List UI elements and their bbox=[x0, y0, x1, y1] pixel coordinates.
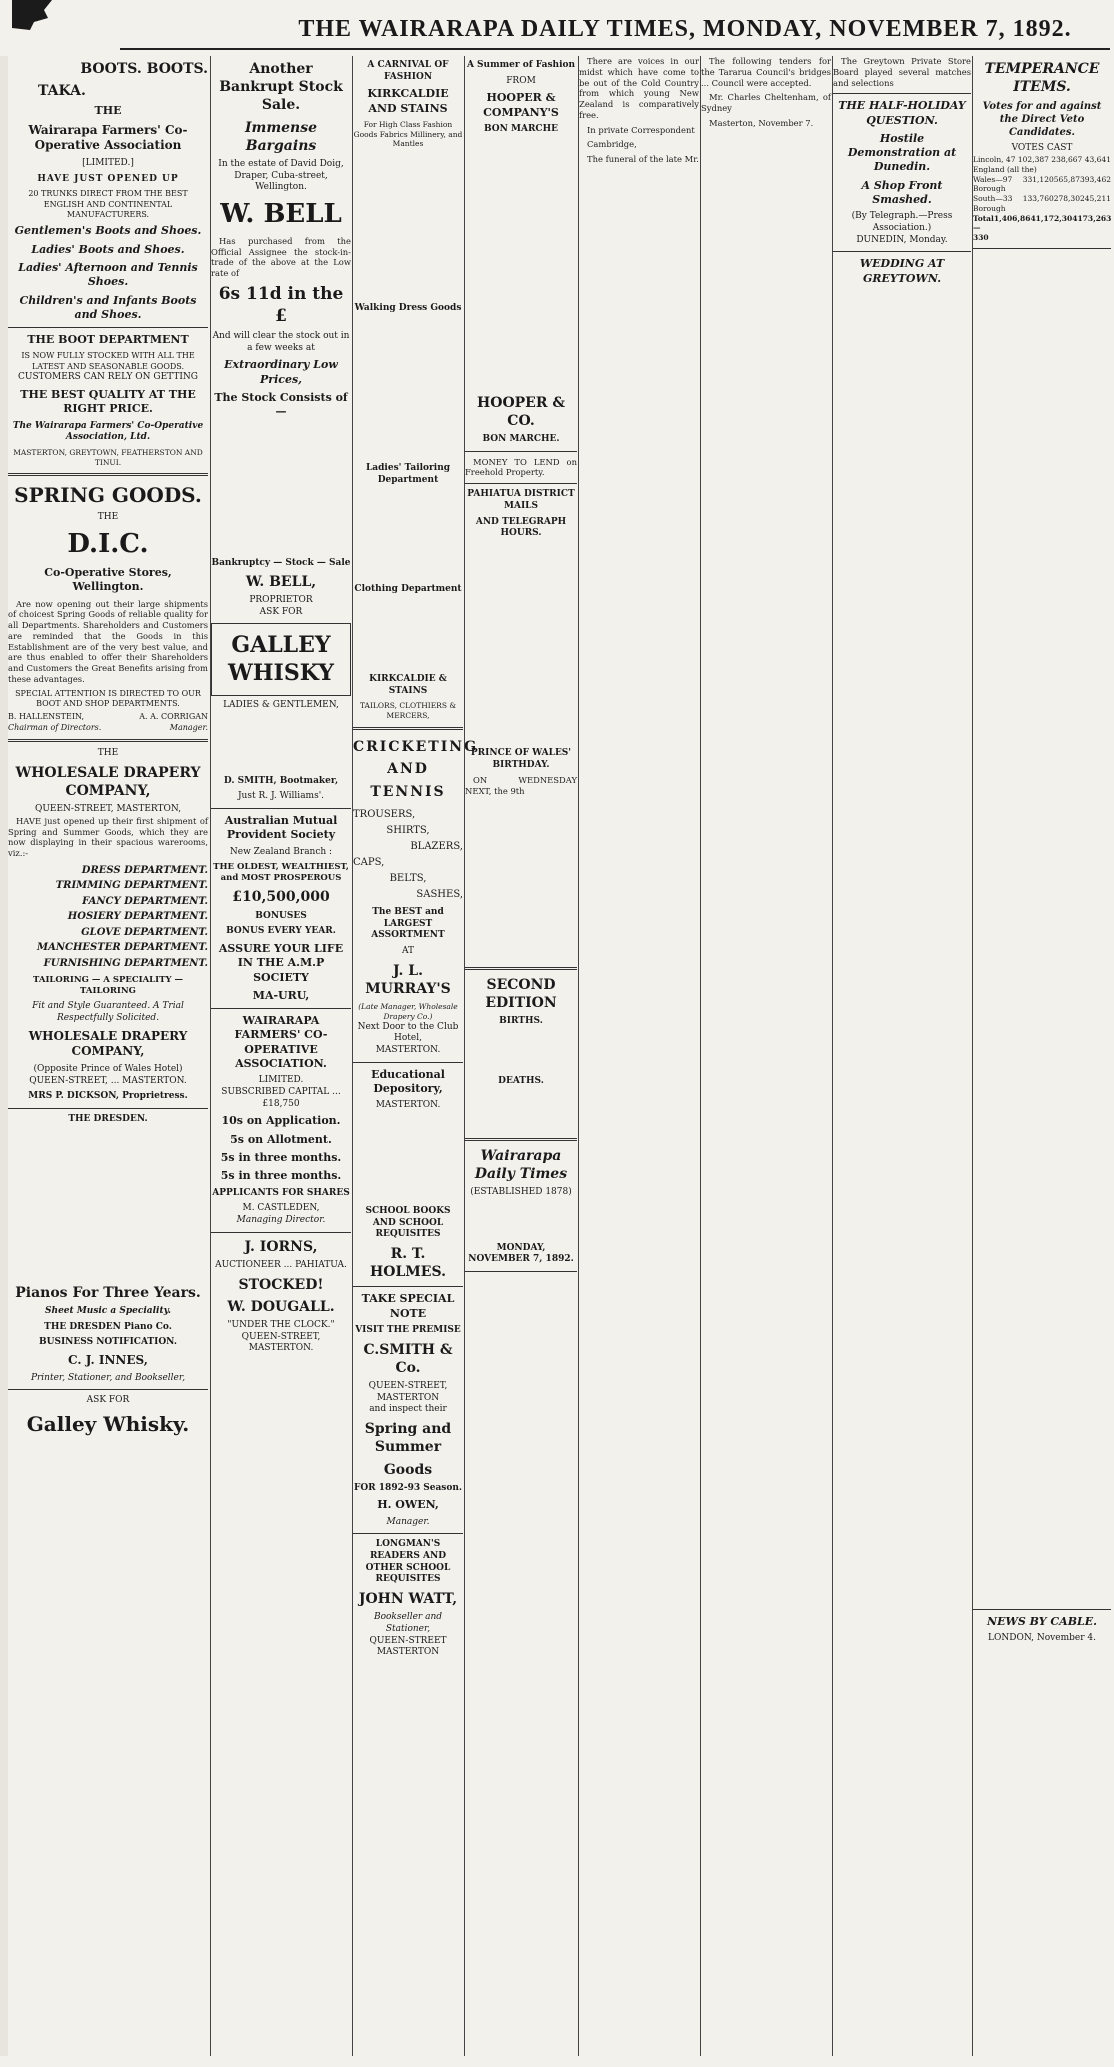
births-heading: BIRTHS. bbox=[499, 1016, 543, 1027]
limited-label: [LIMITED.] bbox=[82, 157, 134, 168]
dept-item: MANCHESTER DEPARTMENT. bbox=[37, 942, 208, 954]
dic-coop: Co-Operative Stores, Wellington. bbox=[44, 565, 172, 594]
dic-signatures bbox=[8, 712, 208, 733]
murray-sub: (Late Manager, Wholesale Drapery Co.) bbox=[358, 1002, 458, 1021]
walking-heading: Walking Dress Goods bbox=[354, 303, 462, 314]
assoc-title: Wairarapa Farmers' Co-Operative Association bbox=[28, 122, 188, 153]
school-books: SCHOOL BOOKS AND SCHOOL REQUISITES bbox=[365, 1205, 451, 1240]
auctioneer-line: AUCTIONEER ... PAHIATUA. bbox=[215, 1259, 347, 1270]
sell-text: And will clear the stock out in a few weeks at bbox=[212, 330, 350, 353]
divider bbox=[8, 327, 208, 328]
immense-heading: Immense Bargains bbox=[244, 119, 318, 154]
watt-role: Bookseller and Stationer, bbox=[373, 1612, 443, 1634]
innes-heading: C. J. INNES, bbox=[68, 1352, 148, 1367]
wdc-heading-2: WHOLESALE DRAPERY COMPANY, bbox=[28, 1028, 188, 1059]
high-class-line: For High Class Fashion Goods Fabrics Millinery, and Mantles bbox=[353, 119, 463, 149]
births-body bbox=[465, 1032, 577, 1072]
hooper-body bbox=[465, 140, 577, 390]
extraordinary-heading: Extraordinary Low Prices, bbox=[224, 358, 338, 386]
under-clock: "UNDER THE CLOCK." bbox=[227, 1319, 335, 1330]
cricketing-heading: CRICKETING AND TENNIS bbox=[353, 738, 479, 800]
votes-subheading: Votes for and against the Direct Veto Candidates. bbox=[982, 101, 1102, 139]
newspaper-page bbox=[0, 56, 1114, 2056]
proprietor-label: PROPRIETOR bbox=[249, 595, 313, 606]
proprietress-line: MRS P. DICKSON, Proprietress. bbox=[28, 1091, 188, 1102]
column-5 bbox=[578, 56, 699, 2056]
mails-body bbox=[465, 544, 577, 744]
dougall-heading: W. DOUGALL. bbox=[227, 1298, 335, 1315]
bon-marche: BON MARCHE bbox=[484, 123, 558, 134]
editorial-body bbox=[465, 1277, 577, 1897]
wdc-address: QUEEN-STREET, MASTERTON, bbox=[34, 804, 182, 815]
capital-line: SUBSCRIBED CAPITAL ... £18,750 bbox=[221, 1087, 341, 1109]
dresden-body bbox=[8, 1130, 208, 1280]
boots-heading: BOOTS. BOOTS. bbox=[80, 61, 208, 77]
cricket-item: BELTS, bbox=[389, 873, 427, 885]
season-line: FOR 1892-93 Season. bbox=[353, 1482, 463, 1493]
column-1 bbox=[8, 56, 208, 2056]
special-attention: SPECIAL ATTENTION IS DIRECTED TO OUR BOOT AND SHOP DEPARTMENTS. bbox=[15, 688, 201, 708]
ed-body bbox=[353, 1112, 463, 1202]
column-8 bbox=[972, 56, 1111, 2056]
afternoon-shoes: Ladies' Afternoon and Tennis Shoes. bbox=[18, 261, 198, 289]
ask-for: ASK FOR bbox=[86, 1395, 130, 1406]
innes-role: Printer, Stationer, and Bookseller, bbox=[30, 1372, 186, 1383]
table-row: Wales—97 Borough 331,120 565,873 93,462 bbox=[973, 174, 1111, 194]
divider bbox=[353, 1062, 463, 1063]
london-line: LONDON, November 4. bbox=[988, 1633, 1096, 1644]
ladies-shoes: Ladies' Boots and Shoes. bbox=[31, 242, 185, 256]
funds-figure: £10,500,000 bbox=[232, 889, 330, 906]
cricket-items bbox=[353, 807, 463, 903]
children-shoes: Children's and Infants Boots and Shoes. bbox=[19, 293, 197, 321]
stocked-text: IS NOW FULLY STOCKED WITH ALL THE LATEST AND SEASONABLE GOODS. bbox=[21, 351, 195, 371]
smith-address: Just R. J. Williams'. bbox=[237, 791, 325, 802]
smith-heading: D. SMITH, Bootmaker, bbox=[223, 775, 339, 786]
galley-ad: GALLEY WHISKY bbox=[211, 623, 351, 696]
wdc-heading: WHOLESALE DRAPERY COMPANY, bbox=[15, 764, 201, 799]
estate-text: In the estate of David Doig, Draper, Cuba-street, Wellington. bbox=[218, 158, 344, 193]
another-heading: Another Bankrupt Stock Sale. bbox=[219, 61, 343, 114]
votes-table bbox=[973, 155, 1111, 243]
the-label: THE bbox=[94, 104, 122, 118]
divider bbox=[211, 1232, 351, 1233]
summer-heading: A Summer of Fashion bbox=[466, 60, 576, 70]
smith-body bbox=[211, 712, 351, 772]
table-row: South—33 Borough 133,760 278,302 45,211 bbox=[973, 194, 1111, 213]
smith-queen: QUEEN-STREET, MASTERTON bbox=[368, 1381, 448, 1403]
allotment-1: 10s on Application. bbox=[221, 1114, 341, 1128]
second-edition: SECOND EDITION bbox=[485, 976, 557, 1012]
tailoring-line: TAILORING — A SPECIALITY — TAILORING bbox=[32, 975, 183, 997]
masthead-rule bbox=[120, 48, 1110, 50]
carnival-heading: A CARNIVAL OF FASHION bbox=[367, 60, 449, 82]
ask-for-2: ASK FOR bbox=[259, 607, 303, 618]
column-6 bbox=[700, 56, 831, 2056]
branches-text: MASTERTON, GREYTOWN, FEATHERSTON AND TINUI. bbox=[13, 447, 203, 467]
column-7 bbox=[832, 56, 971, 2056]
telegraph-hours: AND TELEGRAPH HOURS. bbox=[475, 516, 567, 539]
dresden-co: THE DRESDEN Piano Co. bbox=[44, 1321, 172, 1332]
jorns-heading: J. IORNS, bbox=[244, 1238, 318, 1255]
wales-body: ON WEDNESDAY NEXT, the 9th bbox=[465, 775, 577, 797]
dept-list bbox=[8, 863, 208, 972]
temperance-heading: TEMPERANCE ITEMS. bbox=[984, 61, 1100, 96]
motto-body bbox=[465, 1199, 577, 1239]
column-2 bbox=[210, 56, 351, 2056]
masthead bbox=[0, 0, 1114, 54]
divider bbox=[973, 248, 1111, 249]
dept-item: FURNISHING DEPARTMENT. bbox=[43, 957, 208, 969]
price-heading: 6s 11d in the £ bbox=[218, 283, 344, 326]
gents-shoes: Gentlemen's Boots and Shoes. bbox=[14, 224, 202, 238]
clothing-body bbox=[353, 600, 463, 670]
dept-item: GLOVE DEPARTMENT. bbox=[81, 926, 208, 938]
dept-item: HOSIERY DEPARTMENT. bbox=[67, 911, 208, 923]
daily-times-banner: Wairarapa Daily Times bbox=[474, 1147, 568, 1182]
queen-street-line: QUEEN-STREET, ... MASTERTON. bbox=[29, 1075, 187, 1086]
bankruptcy-line: Bankruptcy — Stock — Sale bbox=[211, 557, 351, 568]
shop-front-heading: A Shop Front Smashed. bbox=[861, 178, 943, 207]
stock-body bbox=[211, 424, 351, 554]
dunedin-line: DUNEDIN, Monday. bbox=[856, 234, 948, 245]
established-line: (ESTABLISHED 1878) bbox=[470, 1186, 572, 1197]
applicants-heading: APPLICANTS FOR SHARES bbox=[212, 1187, 350, 1198]
inspect-line: and inspect their bbox=[369, 1404, 447, 1415]
divider bbox=[833, 93, 971, 94]
tailoring-heading: Ladies' Tailoring Department bbox=[365, 462, 451, 485]
divider bbox=[353, 1286, 463, 1287]
cricket-item: TROUSERS, bbox=[353, 809, 416, 821]
murray-heading: J. L. MURRAY'S bbox=[365, 962, 451, 997]
cricket-item: BLAZERS, bbox=[410, 841, 463, 853]
location-fragment: TAKA. bbox=[38, 83, 86, 100]
deaths-heading: DEATHS. bbox=[498, 1075, 544, 1086]
newspaper-title: THE WAIRARAPA DAILY TIMES, MONDAY, NOVEMBER 7, 1892. bbox=[298, 16, 1072, 42]
bell-heading: W. BELL bbox=[220, 199, 342, 229]
take-note: TAKE SPECIAL NOTE bbox=[361, 1292, 455, 1320]
nz-branch: New Zealand Branch : bbox=[229, 846, 333, 857]
spring-summer: Spring and Summer bbox=[364, 1421, 452, 1456]
the-label-2: THE bbox=[97, 512, 119, 523]
divider bbox=[465, 483, 577, 484]
amp-heading: Australian Mutual Provident Society bbox=[224, 814, 338, 842]
allotment-4: 5s in three months. bbox=[220, 1169, 342, 1183]
wfca-heading: WAIRARAPA FARMERS' CO-OPERATIVE ASSOCIATION. bbox=[234, 1014, 328, 1071]
news-cable-heading: NEWS BY CABLE. bbox=[987, 1614, 1097, 1628]
customers-text: CUSTOMERS CAN RELY ON GETTING bbox=[18, 372, 198, 383]
torn-corner-mark bbox=[12, 0, 52, 30]
table-row: Total—330 1,406,864 1,172,304 173,263 bbox=[973, 213, 1112, 243]
cricket-item: CAPS, bbox=[353, 857, 385, 869]
divider bbox=[8, 473, 208, 476]
col8-body bbox=[973, 254, 1111, 1604]
spring-goods-heading: SPRING GOODS. bbox=[14, 483, 202, 508]
owen-role: Manager. bbox=[386, 1516, 430, 1527]
wales-body-2 bbox=[465, 801, 577, 961]
longman-heading: LONGMAN'S READERS AND OTHER SCHOOL REQUISITES bbox=[365, 1539, 451, 1585]
best-assortment: The BEST and LARGEST ASSORTMENT bbox=[371, 907, 445, 941]
smith-co-heading: C.SMITH & Co. bbox=[363, 1341, 453, 1376]
press-line: (By Telegraph.—Press Association.) bbox=[851, 211, 953, 234]
votes-table-head: VOTES CAST bbox=[1011, 143, 1073, 154]
visit-premise: VISIT THE PREMISE bbox=[355, 1325, 461, 1336]
divider bbox=[465, 451, 577, 452]
educational-heading: Educational Depository, bbox=[371, 1067, 445, 1095]
divider bbox=[211, 1008, 351, 1009]
watt-address: QUEEN-STREET MASTERTON bbox=[369, 1635, 447, 1658]
cricket-item: SHIRTS, bbox=[386, 825, 430, 837]
tailors-line: TAILORS, CLOTHIERS & MERCERS, bbox=[359, 701, 457, 721]
col7-body-top: The Greytown Private Store Board played several matches and selections bbox=[833, 56, 971, 88]
divider bbox=[353, 1533, 463, 1534]
opposite-line: (Opposite Prince of Wales Hotel) bbox=[33, 1063, 183, 1074]
the-label-3: THE bbox=[97, 748, 119, 759]
clothing-heading: Clothing Department bbox=[354, 584, 462, 595]
at-label: AT bbox=[401, 946, 414, 957]
opened-label: HAVE JUST OPENED UP bbox=[37, 173, 179, 184]
walking-body bbox=[353, 319, 463, 459]
queen-street-2: QUEEN-STREET, MASTERTON. bbox=[241, 1331, 321, 1354]
cricket-item: SASHES, bbox=[416, 889, 463, 901]
dept-item: DRESS DEPARTMENT. bbox=[81, 864, 208, 876]
bell-heading-2: W. BELL, bbox=[245, 574, 317, 591]
divider bbox=[211, 808, 351, 809]
divider bbox=[8, 1108, 208, 1109]
bon-marche-2: BON MARCHE. bbox=[482, 434, 560, 445]
wfca-limited: LIMITED. bbox=[258, 1075, 304, 1086]
wdc-intro: HAVE just opened up their first shipment of Spring and Summer Goods, which they are now displaying in their spacious warerooms, viz.:- bbox=[8, 815, 208, 859]
column-3 bbox=[352, 56, 479, 2056]
wedding-heading: WEDDING AT GREYTOWN. bbox=[859, 257, 945, 285]
oldest-text: THE OLDEST, WEALTHIEST, and MOST PROSPEROUS bbox=[213, 862, 349, 884]
goods-line: Goods bbox=[383, 1461, 433, 1478]
kirkcaldie-body bbox=[353, 149, 463, 299]
murray-town: MASTERTON. bbox=[375, 1045, 441, 1056]
bonuses-heading: BONUSES bbox=[255, 910, 307, 921]
divider bbox=[8, 739, 208, 742]
hooper-heading-2: HOOPER & CO. bbox=[477, 394, 565, 429]
table-row: England (all the) bbox=[973, 164, 1037, 174]
ed-town: MASTERTON. bbox=[375, 1100, 441, 1111]
holmes-heading: R. T. HOLMES. bbox=[370, 1246, 446, 1281]
sig-right: A. A. CORRIGAN Manager. bbox=[139, 712, 208, 732]
watt-heading: JOHN WATT, bbox=[358, 1591, 458, 1608]
dept-item: FANCY DEPARTMENT. bbox=[82, 895, 208, 907]
assure-text: ASSURE YOUR LIFE IN THE A.M.P SOCIETY bbox=[218, 941, 344, 984]
business-heading: BUSINESS NOTIFICATION. bbox=[39, 1337, 177, 1348]
tailoring-body bbox=[353, 490, 463, 580]
kirkcaldie-heading: KIRKCALDIE AND STAINS bbox=[367, 87, 449, 115]
divider bbox=[465, 1138, 577, 1141]
pianos-heading: Pianos For Three Years. bbox=[15, 1284, 201, 1301]
table-row: Lincoln, 47 102,387 238,667 43,641 bbox=[973, 155, 1111, 165]
maru-heading: MA-URU, bbox=[252, 988, 310, 1002]
ladies-gentlemen: LADIES & GENTLEMEN, bbox=[223, 699, 339, 710]
pahiatua-mails: PAHIATUA DISTRICT MAILS bbox=[467, 489, 575, 511]
column-4 bbox=[464, 56, 577, 2056]
divider bbox=[973, 1609, 1111, 1610]
allotment-3: 5s in three months. bbox=[220, 1151, 342, 1165]
wales-birthday: PRINCE OF WALES' BIRTHDAY. bbox=[470, 747, 572, 770]
dept-item: TRIMMING DEPARTMENT. bbox=[55, 880, 208, 892]
sig-left: B. HALLENSTEIN, Chairman of Directors. bbox=[8, 712, 102, 732]
allotment-2: 5s on Allotment. bbox=[230, 1132, 332, 1146]
divider bbox=[465, 1271, 577, 1272]
dresden-heading: THE DRESDEN. bbox=[68, 1114, 148, 1125]
assoc-footer: The Wairarapa Farmers' Co-Operative Association, Ltd. bbox=[12, 420, 204, 443]
stock-consists: The Stock Consists of— bbox=[214, 390, 348, 419]
from-label: FROM bbox=[506, 75, 536, 86]
castleden-name: M. CASTLEDEN, bbox=[242, 1203, 320, 1214]
divider bbox=[353, 727, 463, 730]
hooper-heading: HOOPER & COMPANY'S bbox=[483, 91, 559, 119]
owen-name: H. OWEN, bbox=[377, 1498, 439, 1512]
dic-body: Are now opening out their large shipments of choicest Spring Goods of reliable quality for all Departments. Shareholders and Customers are reminded that the Goods in this Establishment are of the very best value, and are thus enabled to offer their Shareholders and Customers the Great Benefits arising from these advantages. bbox=[8, 598, 208, 684]
galley-whisky: Galley Whisky. bbox=[26, 1411, 190, 1436]
next-club: Next Door to the Club Hotel, bbox=[357, 1021, 459, 1044]
dic-heading: D.I.C. bbox=[67, 529, 149, 560]
castleden-role: Managing Director. bbox=[236, 1214, 326, 1225]
divider bbox=[833, 251, 971, 252]
every-year: BONUS EVERY YEAR. bbox=[226, 926, 336, 937]
stocked-heading: STOCKED! bbox=[238, 1276, 324, 1293]
best-quality-text: THE BEST QUALITY AT THE RIGHT PRICE. bbox=[20, 387, 196, 416]
boot-dept-heading: THE BOOT DEPARTMENT bbox=[27, 333, 189, 347]
sheet-music: Sheet Music a Speciality. bbox=[45, 1305, 171, 1316]
fit-line: Fit and Style Guaranteed. A Trial Respectfully Solicited. bbox=[32, 1001, 184, 1024]
col5-body: There are voices in our midst which have come to be out of the Cold Country from which young New Zealand is comparatively free. In private Correspondent Cambridge, The funeral of the late Mr. bbox=[579, 56, 699, 164]
kirkcaldie-heading-2: KIRKCALDIE & STAINS bbox=[369, 673, 447, 696]
deaths-body bbox=[465, 1092, 577, 1132]
half-holiday-heading: THE HALF-HOLIDAY QUESTION. bbox=[838, 99, 966, 127]
trunks-label: 20 TRUNKS DIRECT FROM THE BEST ENGLISH AND CONTINENTAL MANUFACTURERS. bbox=[28, 189, 188, 220]
money-lend: MONEY TO LEND on Freehold Property. bbox=[465, 456, 577, 478]
date-line: MONDAY, NOVEMBER 7, 1892. bbox=[468, 1242, 574, 1265]
hostile-heading: Hostile Demonstration at Dunedin. bbox=[847, 131, 957, 174]
bought-text: Has purchased from the Official Assignee the stock-in-trade of the above at the Low rate of bbox=[211, 235, 351, 279]
col6-body: The following tenders for the Tararua Council's bridges ... Council were accepted. Mr. Charles Cheltenham, of Sydney Masterton, November 7. bbox=[701, 56, 831, 128]
divider bbox=[465, 967, 577, 970]
divider bbox=[8, 1389, 208, 1390]
